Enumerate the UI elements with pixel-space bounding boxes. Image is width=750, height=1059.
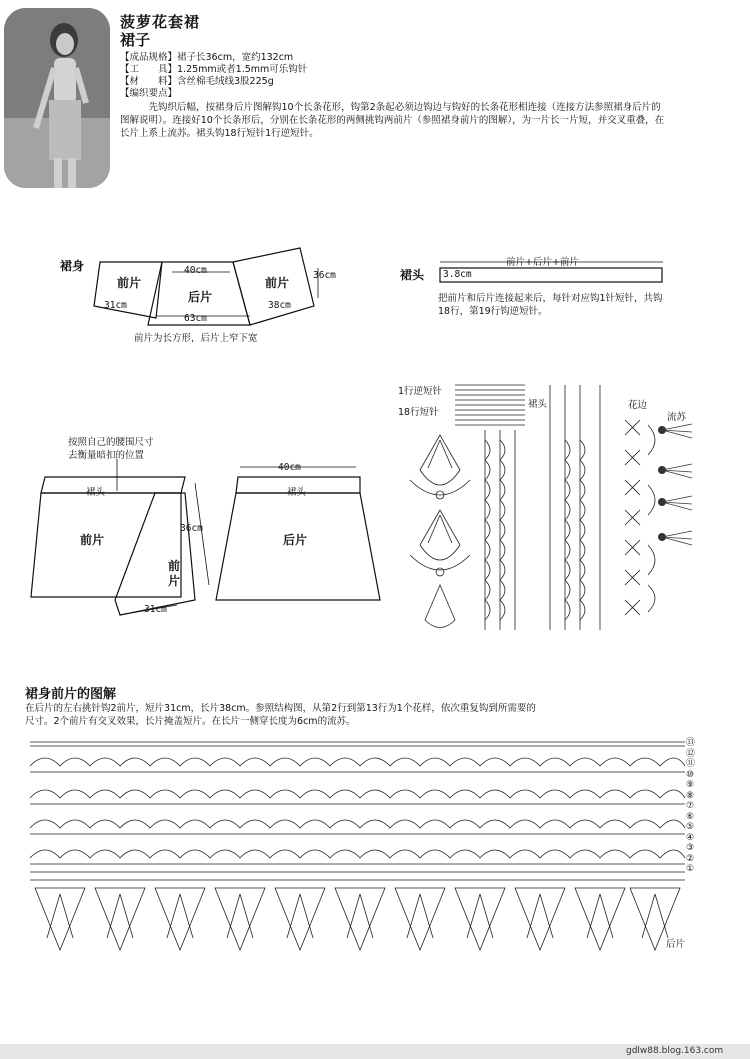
front-assembled-label: 前片 [80,533,105,547]
waistband-label: 裙头 [400,268,425,282]
front-right-label: 前片 [265,276,290,290]
waistband-small-front: 裙头 [86,487,106,498]
back-assembled-diagram [210,455,390,605]
model-figure [4,8,110,188]
row-number: ④ [686,832,695,843]
row-number: ⑬ [686,738,696,748]
front-chart-title: 裙身前片的图解 [25,687,117,702]
waistband-stitch-columns [455,385,525,425]
row-number: ⑪ [686,759,696,769]
waistband-span: 前片+后片+前片 [506,257,579,268]
pineapple-row [35,888,680,950]
front-short-label: 前 片 [168,559,181,588]
back-label: 后片 [188,290,213,304]
row-number: ① [686,864,695,874]
back-assembled-label: 后片 [283,533,308,547]
row-number-column [686,738,700,875]
front-panel-chart [25,738,690,960]
instructions-paragraph: 先钩织后幅，按裙身后片图解钩10个长条花形，钩第2条起必须边钩边与钩好的长条花形相连接（连接方法参照裙身后片的图解说明）。连接好10个长条形后，分别在长条花形的两侧挑钩两前片（参照裙身前片的图解），为一片长一片短，并交叉重叠，在长片上系上流苏。裙头钩18行短针1行逆短针。 [120,102,665,139]
waistband-height: 3.8cm [443,269,472,280]
spec-key-points: 【编织要点】 [120,88,178,99]
body-note: 前片为长方形，后片上窄下宽 [134,333,258,344]
chart-row-1-label: 1行逆短针 [398,386,443,397]
tassels [658,426,666,541]
chart-waistband-label: 裙头 [528,399,548,410]
row-number: ③ [686,843,695,853]
waistband-note: 把前片和后片连接起来后，每针对应钩1针短针，共钩18行，第19行钩逆短针。 [438,293,663,317]
skirt-body-label: 裙身 [60,259,85,273]
chart-row-18-label: 18行短针 [398,407,439,418]
row-number: ⑨ [686,780,695,790]
front-chart-description: 在后片的左右挑针钩2前片，短片31cm，长片38cm。参照结构图，从第2行到第13行为1个花样，依次重复钩到所需要的尺寸。2个前片有交叉效果，长片掩盖短片。在长片一侧穿长度为6cm的流苏。 [25,703,536,727]
chart-tassel-label: 流苏 [667,412,687,423]
side-chain-columns [485,430,515,630]
spec-tools: 【工 具】1.25mm或者1.5mm可乐钩针 [120,64,308,75]
row-number: ⑥ [686,811,695,822]
front-left-label: 前片 [117,276,142,290]
dim-40-top: 40cm [184,265,207,276]
edging-columns [550,385,655,630]
dim-31-mid: 31cm [144,604,167,615]
spec-size: 【成品规格】裙子长36cm，宽约132cm [120,52,294,63]
button-note-1: 按照自己的腰围尺寸 [68,437,154,448]
front-assembled-diagram [25,455,225,625]
dim-36-top: 36cm [313,270,336,281]
dim-36-mid: 36cm [180,523,203,534]
row-number: ② [686,853,695,864]
back-panel-label: 后片 [666,939,686,950]
row-number: ⑩ [686,769,695,780]
row-number: ⑦ [686,801,695,811]
dim-31-top: 31cm [104,300,127,311]
pineapple-motifs [410,435,470,628]
dim-40-mid: 40cm [278,462,301,473]
dim-38-top: 38cm [268,300,291,311]
pattern-title: 菠萝花套裙 [120,13,201,31]
row-number: ⑫ [686,748,696,759]
dim-63-top: 63cm [184,313,207,324]
row-number: ⑧ [686,790,695,801]
chart-edging-label: 花边 [628,400,648,411]
crochet-side-chart [400,380,700,640]
waistband-small-back: 裙头 [287,487,307,498]
model-photo [4,8,110,188]
pattern-subtitle: 裙子 [120,31,151,49]
spec-material: 【材 料】含丝棉毛绒线3股225g [120,76,274,87]
blog-watermark: gdlw88.blog.163.com [626,1046,724,1056]
row-number: ⑤ [686,822,695,832]
button-note-2: 去衡量暗扣的位置 [68,450,145,461]
